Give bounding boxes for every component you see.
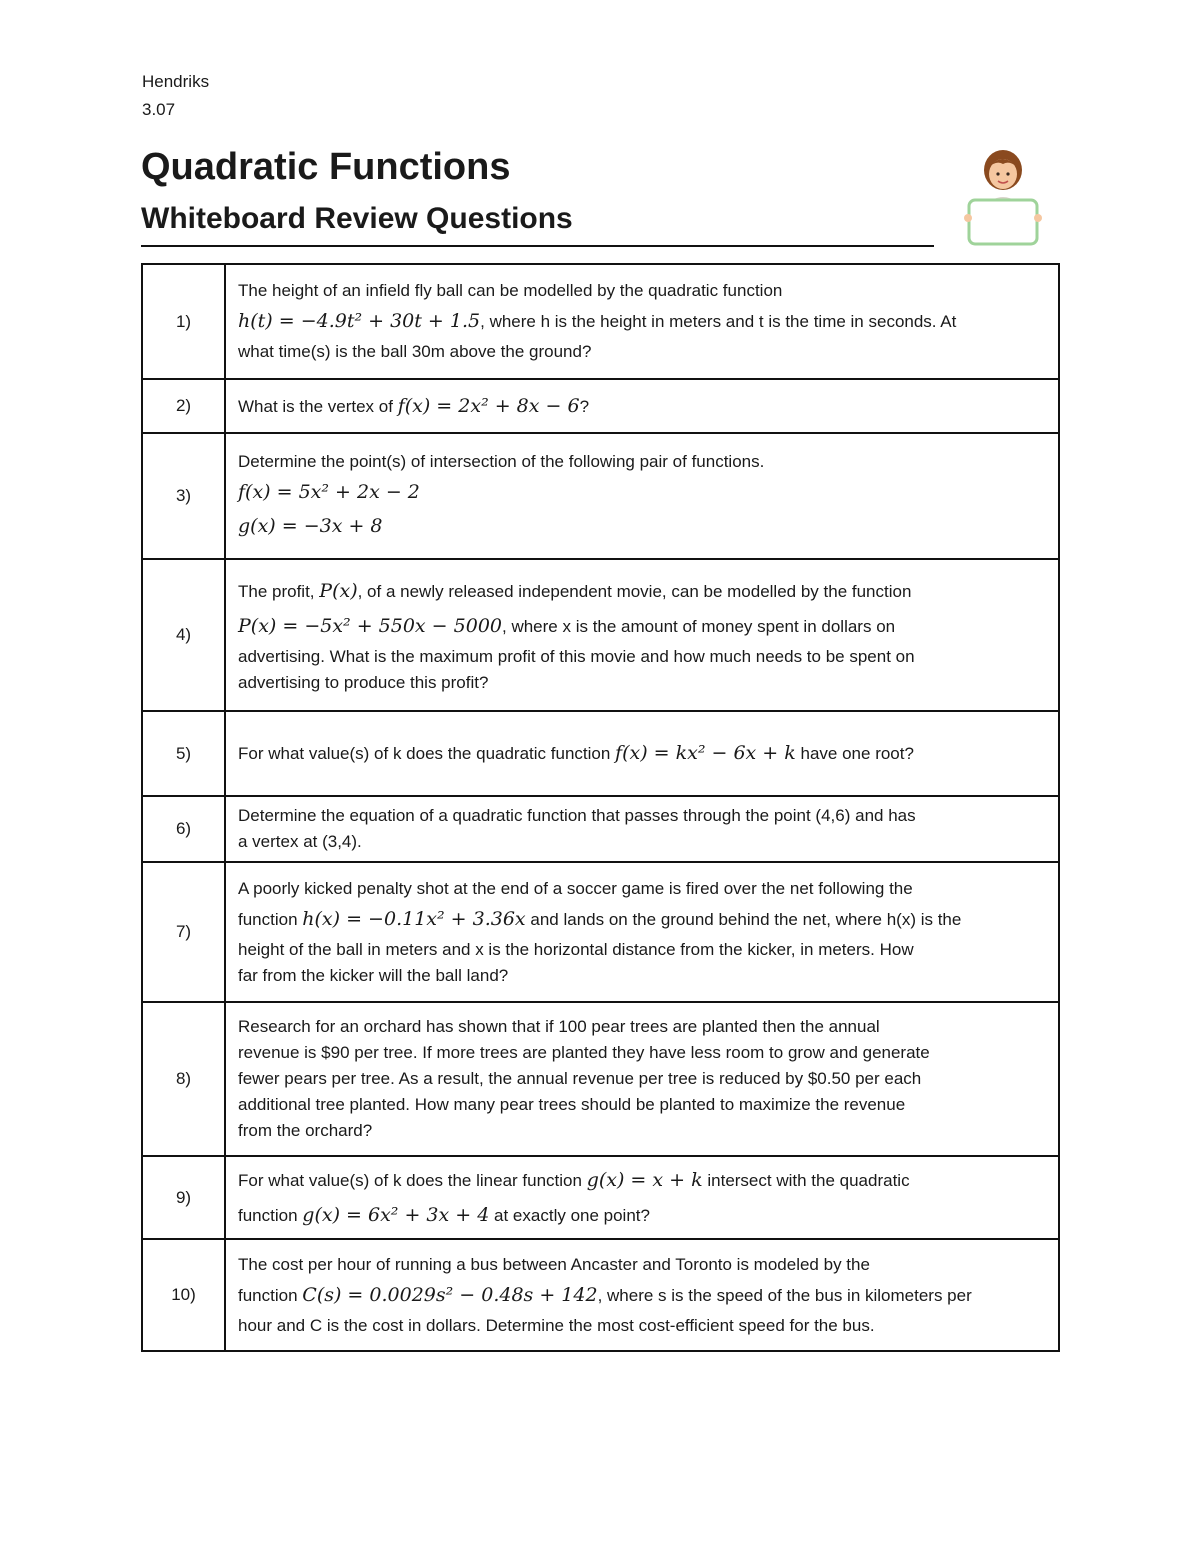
question-line bbox=[238, 902, 1046, 937]
equation: f(x) = kx² − 6x + k bbox=[615, 742, 796, 764]
question-line bbox=[238, 1163, 1046, 1198]
question-line bbox=[238, 609, 1046, 644]
question-number: 7) bbox=[142, 862, 225, 1002]
question-fragment: function bbox=[238, 909, 298, 929]
question-fragment: and lands on the ground behind the net, where h(x) is the bbox=[530, 909, 962, 929]
question-text bbox=[225, 796, 1059, 862]
question-fragment: , where x is the amount of money spent in dollars on bbox=[502, 617, 896, 636]
question-text bbox=[225, 862, 1059, 1002]
page-subtitle: Whiteboard Review Questions bbox=[141, 202, 573, 235]
question-line: far from the kicker will the ball land? bbox=[238, 965, 509, 985]
question-line: a vertex at (3,4). bbox=[238, 832, 362, 851]
question-line: Determine the point(s) of intersection of the following pair of functions. bbox=[238, 452, 765, 471]
equation: f(x) = 5x² + 2x − 2 bbox=[238, 481, 420, 503]
question-fragment: , where h is the height in meters and t is the time in seconds. At bbox=[480, 312, 957, 331]
equation: g(x) = x + k bbox=[586, 1168, 703, 1191]
question-line: from the orchard? bbox=[238, 1121, 373, 1140]
question-line: fewer pears per tree. As a result, the annual revenue per tree is reduced by $0.50 per each bbox=[238, 1069, 922, 1088]
equation: h(x) = −0.11x² + 3.36x bbox=[302, 907, 526, 930]
question-number: 9) bbox=[142, 1156, 225, 1239]
question-fragment: For what value(s) of k does the linear function bbox=[238, 1170, 582, 1190]
question-text bbox=[225, 1002, 1059, 1156]
question-line: height of the ball in meters and x is the horizontal distance from the kicker, in meters. How bbox=[238, 939, 914, 959]
question-fragment: function bbox=[238, 1205, 298, 1225]
question-line bbox=[238, 1278, 1046, 1313]
question-row bbox=[142, 711, 1059, 796]
question-line bbox=[238, 574, 1046, 609]
question-row bbox=[142, 559, 1059, 711]
question-text bbox=[225, 379, 1059, 433]
equation: C(s) = 0.0029s² − 0.48s + 142 bbox=[302, 1283, 598, 1306]
lesson-code: 3.07 bbox=[142, 100, 176, 119]
question-number: 2) bbox=[142, 379, 225, 433]
equation: f(x) = 2x² + 8x − 6 bbox=[397, 394, 580, 417]
title-rule bbox=[141, 245, 934, 247]
page-title: Quadratic Functions bbox=[141, 146, 511, 188]
question-line: Determine the equation of a quadratic function that passes through the point (4,6) and has bbox=[238, 806, 916, 825]
question-fragment: have one root? bbox=[800, 744, 914, 763]
question-row bbox=[142, 264, 1059, 379]
question-fragment: The profit, bbox=[238, 582, 315, 601]
question-number: 4) bbox=[142, 559, 225, 711]
equation: g(x) = −3x + 8 bbox=[238, 515, 383, 537]
question-line: Research for an orchard has shown that if 100 pear trees are planted then the annual bbox=[238, 1017, 880, 1036]
question-line: hour and C is the cost in dollars. Determine the most cost-efficient speed for the bus. bbox=[238, 1315, 875, 1335]
question-line: additional tree planted. How many pear trees should be planted to maximize the revenue bbox=[238, 1095, 906, 1114]
question-row bbox=[142, 796, 1059, 862]
equation: g(x) = 6x² + 3x + 4 bbox=[302, 1203, 490, 1226]
question-line: what time(s) is the ball 30m above the ground? bbox=[238, 342, 592, 361]
question-text bbox=[225, 1239, 1059, 1351]
question-fragment: function bbox=[238, 1285, 298, 1305]
author-name: Hendriks bbox=[142, 72, 210, 91]
question-row bbox=[142, 1156, 1059, 1239]
question-line: The height of an infield fly ball can be modelled by the quadratic function bbox=[238, 281, 783, 300]
equation: h(t) = −4.9t² + 30t + 1.5 bbox=[238, 310, 481, 332]
question-row bbox=[142, 379, 1059, 433]
teacher-whiteboard-illustration bbox=[958, 148, 1048, 248]
question-number: 5) bbox=[142, 711, 225, 796]
question-number: 3) bbox=[142, 433, 225, 559]
question-line: A poorly kicked penalty shot at the end of a soccer game is fired over the net following the bbox=[238, 878, 913, 898]
question-row bbox=[142, 433, 1059, 559]
question-fragment: ? bbox=[579, 396, 590, 416]
question-number: 1) bbox=[142, 264, 225, 379]
question-fragment: , where s is the speed of the bus in kilometers per bbox=[597, 1285, 972, 1305]
question-fragment: , of a newly released independent movie, can be modelled by the function bbox=[357, 582, 912, 601]
question-line bbox=[238, 304, 1046, 339]
question-line bbox=[238, 1198, 1046, 1233]
question-fragment: at exactly one point? bbox=[494, 1205, 650, 1225]
question-number: 6) bbox=[142, 796, 225, 862]
question-text bbox=[225, 559, 1059, 711]
equation: P(x) bbox=[319, 580, 358, 602]
question-row bbox=[142, 1002, 1059, 1156]
question-text bbox=[225, 264, 1059, 379]
questions-table bbox=[141, 263, 1060, 1352]
question-fragment: For what value(s) of k does the quadratic function bbox=[238, 744, 611, 763]
question-line: advertising to produce this profit? bbox=[238, 673, 489, 692]
question-fragment: intersect with the quadratic bbox=[707, 1170, 910, 1190]
question-line: revenue is $90 per tree. If more trees are planted they have less room to grow and generate bbox=[238, 1043, 930, 1062]
question-line: advertising. What is the maximum profit of this movie and how much needs to be spent on bbox=[238, 647, 915, 666]
question-text bbox=[225, 1156, 1059, 1239]
question-number: 8) bbox=[142, 1002, 225, 1156]
question-fragment: What is the vertex of bbox=[238, 396, 393, 416]
question-text bbox=[225, 711, 1059, 796]
question-text bbox=[225, 433, 1059, 559]
question-row bbox=[142, 862, 1059, 1002]
question-line: The cost per hour of running a bus between Ancaster and Toronto is modeled by the bbox=[238, 1254, 870, 1274]
question-number: 10) bbox=[142, 1239, 225, 1351]
equation: P(x) = −5x² + 550x − 5000 bbox=[238, 615, 502, 637]
question-row bbox=[142, 1239, 1059, 1351]
